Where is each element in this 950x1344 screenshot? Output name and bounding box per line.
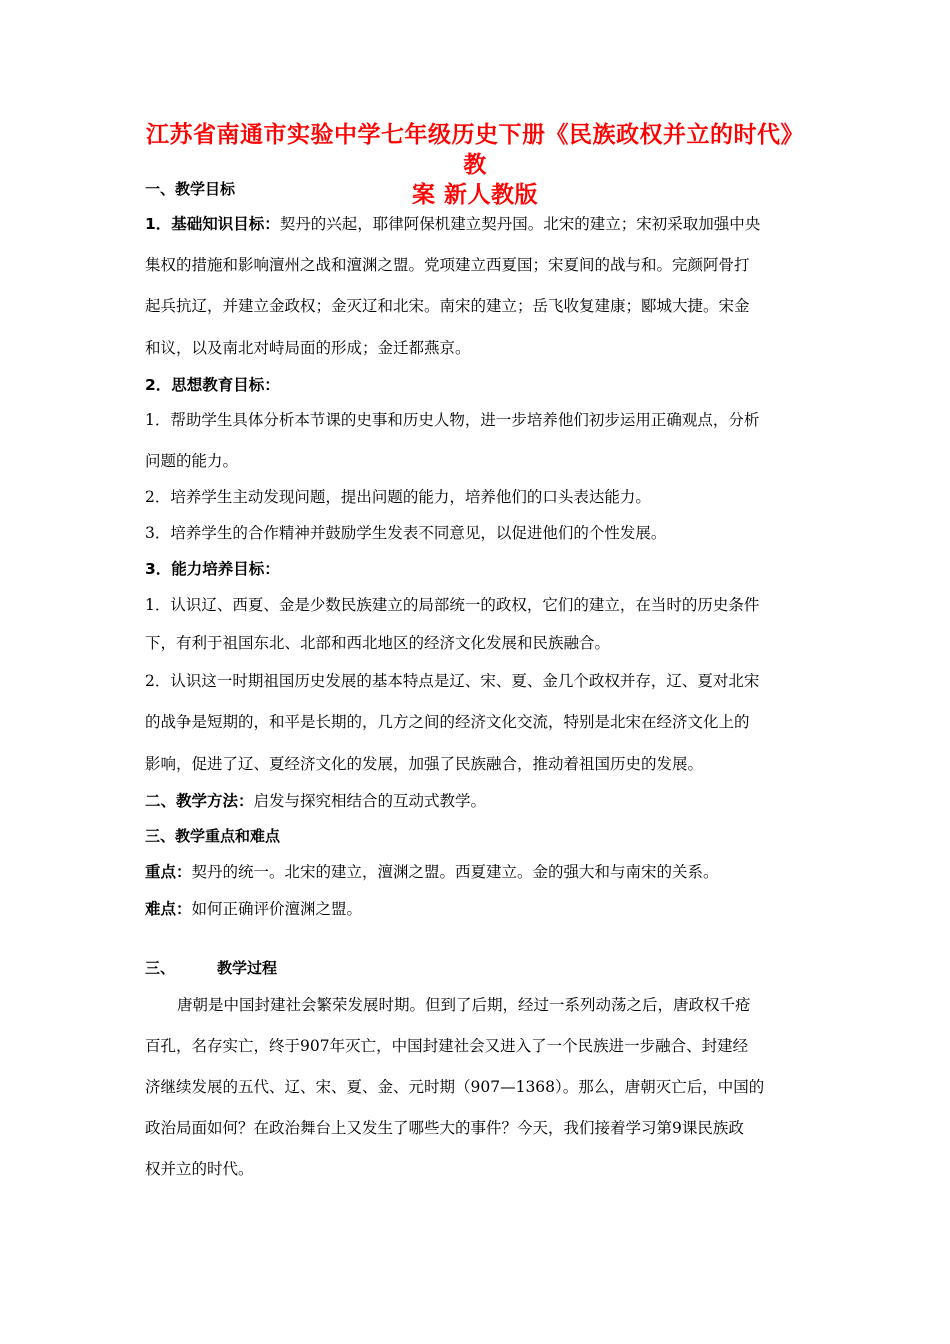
teaching-method-line bbox=[145, 789, 486, 811]
paragraph-line: 起兵抗辽，并建立金政权；金灭辽和北宋。南宋的建立；岳飞收复建康；郾城大捷。宋金 bbox=[145, 297, 750, 315]
difficulty-text: 如何正确评价澶渊之盟。 bbox=[191, 900, 363, 918]
section-heading-keypoints: 三、教学重点和难点 bbox=[145, 827, 281, 845]
key-point-line bbox=[145, 860, 719, 882]
section-number: 三、 bbox=[145, 959, 176, 977]
paragraph-line: 2．认识这一时期祖国历史发展的基本特点是辽、宋、夏、金几个政权并存，辽、夏对北宋 bbox=[145, 672, 760, 690]
basic-knowledge-label: 1．基础知识目标： bbox=[145, 215, 280, 233]
paragraph-line: 下，有利于祖国东北、北部和西北地区的经济文化发展和民族融合。 bbox=[145, 634, 611, 652]
section-title: 教学过程 bbox=[217, 959, 278, 977]
teaching-method-text: 启发与探究相结合的互动式教学。 bbox=[253, 792, 487, 810]
title-line-1: 江苏省南通市实验中学七年级历史下册《民族政权并立的时代》教 bbox=[146, 122, 804, 178]
paragraph-line: 和议，以及南北对峙局面的形成；金迁都燕京。 bbox=[145, 339, 471, 357]
key-point-text: 契丹的统一。北宋的建立，澶渊之盟。西夏建立。金的强大和与南宋的关系。 bbox=[191, 863, 719, 881]
paragraph-line: 权并立的时代。 bbox=[145, 1160, 254, 1178]
difficulty-label: 难点： bbox=[145, 900, 192, 918]
paragraph-line: 唐朝是中国封建社会繁荣发展时期。但到了后期，经过一系列动荡之后，唐政权千疮 bbox=[177, 996, 751, 1014]
paragraph-line: 1．认识辽、西夏、金是少数民族建立的局部统一的政权，它们的建立，在当时的历史条件 bbox=[145, 596, 760, 614]
paragraph-line: 的战争是短期的，和平是长期的，几方之间的经济文化交流，特别是北宋在经济文化上的 bbox=[145, 713, 750, 731]
paragraph-line: 2．培养学生主动发现问题，提出问题的能力，培养他们的口头表达能力。 bbox=[145, 488, 651, 506]
paragraph-line: 1．帮助学生具体分析本节课的史事和历史人物，进一步培养他们初步运用正确观点，分析 bbox=[145, 411, 760, 429]
basic-knowledge-line-1 bbox=[145, 212, 760, 234]
paragraph-line: 集权的措施和影响澶州之战和澶渊之盟。党项建立西夏国；宋夏间的战与和。完颜阿骨打 bbox=[145, 256, 750, 274]
section-heading-goals: 一、教学目标 bbox=[145, 180, 236, 198]
paragraph-line: 影响，促进了辽、夏经济文化的发展，加强了民族融合，推动着祖国历史的发展。 bbox=[145, 755, 704, 773]
paragraph-line: 百孔，名存实亡，终于907年灭亡，中国封建社会又进入了一个民族进一步融合、封建经 bbox=[145, 1037, 749, 1055]
title-line-2: 案 新人教版 bbox=[411, 182, 538, 208]
paragraph-line: 政治局面如何？在政治舞台上又发生了哪些大的事件？今天，我们接着学习第9课民族政 bbox=[145, 1119, 744, 1137]
teaching-method-label: 二、教学方法： bbox=[145, 792, 254, 810]
section-heading-process bbox=[145, 957, 277, 978]
paragraph-text: 契丹的兴起，耶律阿保机建立契丹国。北宋的建立；宋初采取加强中央 bbox=[279, 215, 761, 233]
document-title bbox=[140, 120, 810, 210]
key-point-label: 重点： bbox=[145, 863, 192, 881]
difficulty-line bbox=[145, 897, 362, 919]
ability-training-label: 3．能力培养目标： bbox=[145, 560, 280, 578]
paragraph-line: 3．培养学生的合作精神并鼓励学生发表不同意见，以促进他们的个性发展。 bbox=[145, 524, 667, 542]
paragraph-line: 问题的能力。 bbox=[145, 452, 239, 470]
paragraph-line: 济继续发展的五代、辽、宋、夏、金、元时期（907—1368）。那么，唐朝灭亡后，中国的 bbox=[145, 1078, 765, 1096]
thought-education-label: 2．思想教育目标： bbox=[145, 376, 280, 394]
